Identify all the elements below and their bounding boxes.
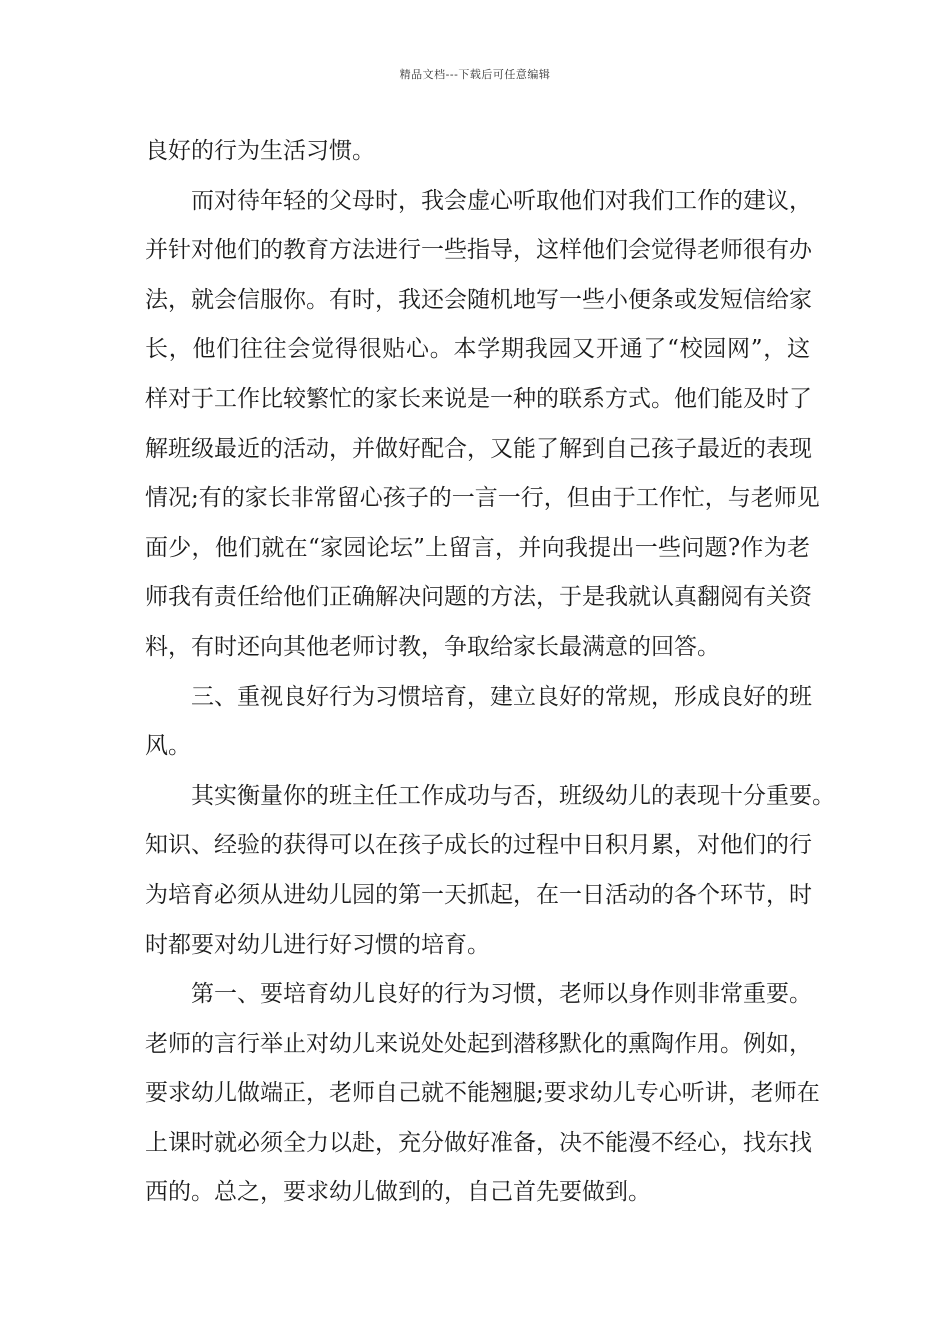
text-line: 而对待年轻的父母时，我会虚心听取他们对我们工作的建议， xyxy=(191,187,812,214)
text-line: 面少，他们就在“家园论坛”上留言，并向我提出一些问题?作为老 xyxy=(145,534,810,561)
text-line: 知识、经验的获得可以在孩子成长的过程中日积月累，对他们的行 xyxy=(145,832,812,859)
paragraph xyxy=(145,673,810,772)
text-line: 时都要对幼儿进行好习惯的培育。 xyxy=(145,931,490,958)
text-line: 样对于工作比较繁忙的家长来说是一种的联系方式。他们能及时了 xyxy=(145,385,812,412)
text-line: 要求幼儿做端正，老师自己就不能翘腿;要求幼儿专心听讲，老师在 xyxy=(145,1080,820,1107)
paragraph xyxy=(145,772,835,970)
paragraph xyxy=(145,127,810,177)
text-line: 良好的行为生活习惯。 xyxy=(145,138,375,164)
page-header: 精品文档---下载后可任意编辑 xyxy=(399,68,551,81)
document-body xyxy=(145,127,835,1218)
paragraph xyxy=(145,177,820,673)
text-line: 其实衡量你的班主任工作成功与否，班级幼儿的表现十分重要。 xyxy=(191,782,835,809)
text-line: 第一、要培育幼儿良好的行为习惯，老师以身作则非常重要。 xyxy=(191,981,812,1008)
text-line: 解班级最近的活动，并做好配合，又能了解到自己孩子最近的表现 xyxy=(145,435,812,462)
section-heading-line: 三、重视良好行为习惯培育，建立良好的常规，形成良好的班 xyxy=(191,683,812,710)
text-line: 为培育必须从进幼儿园的第一天抓起，在一日活动的各个环节，时 xyxy=(145,881,812,908)
text-line: 料，有时还向其他老师讨教，争取给家长最满意的回答。 xyxy=(145,633,720,660)
text-line: 并针对他们的教育方法进行一些指导，这样他们会觉得老师很有办 xyxy=(145,237,812,264)
text-line: 老师的言行举止对幼儿来说处处起到潜移默化的熏陶作用。例如， xyxy=(145,1030,812,1057)
text-line: 西的。总之，要求幼儿做到的，自己首先要做到。 xyxy=(145,1179,651,1206)
text-line: 法，就会信服你。有时，我还会随机地写一些小便条或发短信给家 xyxy=(145,286,812,313)
section-heading-line: 风。 xyxy=(145,733,191,760)
text-line: 长，他们往往会觉得很贴心。本学期我园又开通了“校园网”，这 xyxy=(145,336,810,363)
text-line: 师我有责任给他们正确解决问题的方法，于是我就认真翻阅有关资 xyxy=(145,584,812,611)
text-line: 上课时就必须全力以赴，充分做好准备，决不能漫不经心，找东找 xyxy=(145,1129,812,1156)
text-line: 情况;有的家长非常留心孩子的一言一行，但由于工作忙，与老师见 xyxy=(145,485,820,512)
paragraph xyxy=(145,970,820,1218)
